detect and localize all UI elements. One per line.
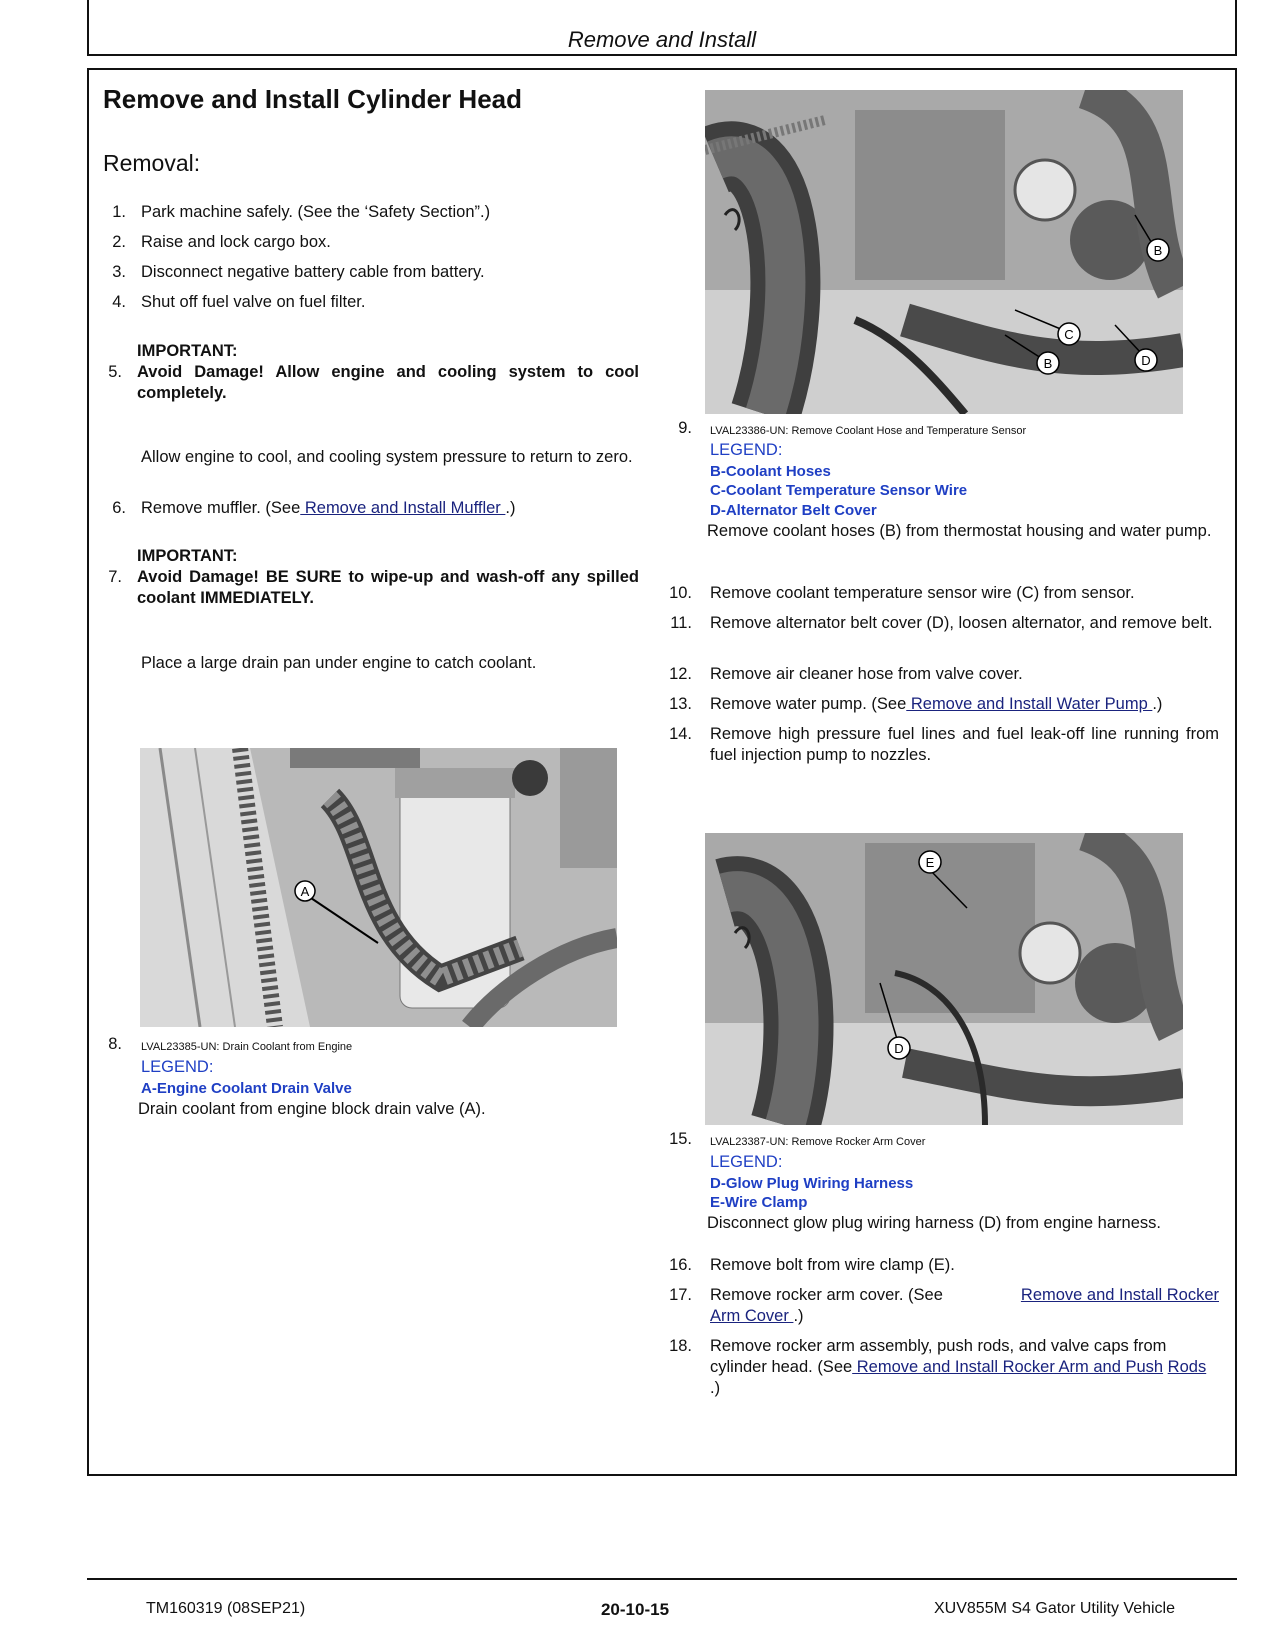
important-label: IMPORTANT:	[137, 342, 238, 360]
step-number: 13.	[669, 695, 692, 713]
step-number: 17.	[669, 1286, 692, 1304]
legend-title: LEGEND:	[710, 1153, 783, 1171]
muffler-link[interactable]: Remove and Install Muffler	[300, 499, 506, 517]
step-text: Shut off fuel valve on fuel filter.	[141, 293, 366, 311]
step-text: Remove rocker arm assembly, push rods, and valve caps from cylinder head. (See Remove and Install Rocker Arm and Push Rods .)	[710, 1337, 1207, 1397]
figure-caption: LVAL23386-UN: Remove Coolant Hose and Temperature Sensor	[710, 425, 1027, 437]
step-text: Park machine safely. (See the ‘Safety Section”.)	[141, 203, 491, 221]
step-number: 11.	[670, 614, 692, 632]
step-text: Disconnect glow plug wiring harness (D) from engine harness.	[707, 1214, 1161, 1232]
legend-item: B-Coolant Hoses	[710, 463, 831, 480]
step-number: 15.	[669, 1130, 692, 1148]
rocker-cover-link-cont[interactable]: Arm Cover	[710, 1307, 794, 1325]
rocker-arm-push-rods-link-cont[interactable]: Rods	[1167, 1358, 1207, 1376]
rocker-cover-photo	[705, 833, 1183, 1125]
step-text: Allow engine to cool, and cooling system pressure to return to zero.	[141, 448, 633, 466]
legend-item: E-Wire Clamp	[710, 1194, 808, 1211]
callout-label: A	[300, 884, 310, 899]
page-title: Remove and Install Cylinder Head	[103, 84, 523, 114]
step-number: 12.	[669, 665, 692, 683]
page-number: 20-10-15	[600, 1600, 670, 1619]
step-text: Place a large drain pan under engine to catch coolant.	[141, 654, 537, 672]
step-text: Remove bolt from wire clamp (E).	[710, 1256, 955, 1274]
step-number: 2.	[112, 233, 126, 251]
legend-item: D-Glow Plug Wiring Harness	[710, 1175, 914, 1192]
step-number: 3.	[112, 263, 126, 281]
callout-label: D	[1141, 353, 1151, 368]
legend-item: A-Engine Coolant Drain Valve	[141, 1080, 352, 1097]
step-number: 8.	[108, 1035, 122, 1053]
engine-drain-photo	[140, 748, 617, 1027]
callout-label: C	[1064, 327, 1074, 342]
step-number: 10.	[669, 584, 692, 602]
step-text: Remove muffler. (See Remove and Install Muffler .)	[141, 499, 516, 517]
step-text: Remove rocker arm cover. (See Remove and Install Rocker Arm Cover .)	[710, 1286, 1219, 1325]
step-text: Remove coolant temperature sensor wire (C) from sensor.	[710, 584, 1135, 602]
water-pump-link[interactable]: Remove and Install Water Pump	[906, 695, 1153, 713]
footer-rule	[87, 1578, 1237, 1580]
callout-label: B	[1043, 356, 1053, 371]
step-number: 5.	[108, 363, 122, 381]
step-text: Raise and lock cargo box.	[141, 233, 331, 251]
rocker-arm-push-rods-link[interactable]: Remove and Install Rocker Arm and Push	[852, 1358, 1164, 1376]
step-text: Remove coolant hoses (B) from thermostat housing and water pump.	[707, 522, 1212, 540]
callout-label: B	[1153, 243, 1163, 258]
legend-item: D-Alternator Belt Cover	[710, 502, 877, 519]
coolant-hose-photo	[705, 90, 1183, 414]
step-text: Disconnect negative battery cable from battery.	[141, 263, 485, 281]
running-header: Remove and Install	[567, 27, 757, 52]
step-number: 7.	[108, 568, 122, 586]
step-number: 14.	[669, 725, 692, 743]
legend-item: C-Coolant Temperature Sensor Wire	[710, 482, 968, 499]
step-text: Remove alternator belt cover (D), loosen alternator, and remove belt.	[710, 614, 1213, 632]
footer-doc-id: TM160319 (08SEP21)	[146, 1600, 306, 1617]
important-label: IMPORTANT:	[137, 547, 238, 565]
step-number: 6.	[112, 499, 126, 517]
legend-title: LEGEND:	[141, 1058, 214, 1076]
step-text: Drain coolant from engine block drain valve (A).	[138, 1100, 486, 1118]
callout-label: E	[925, 855, 935, 870]
step-number: 18.	[669, 1337, 692, 1355]
step-text: Remove high pressure fuel lines and fuel leak-off line running from fuel injection pump to nozzles.	[710, 725, 1219, 764]
legend-title: LEGEND:	[710, 441, 783, 459]
important-note: Avoid Damage! Allow engine and cooling system to cool completely.	[137, 363, 639, 402]
figure-caption: LVAL23387-UN: Remove Rocker Arm Cover	[710, 1136, 926, 1148]
step-text: Remove water pump. (See Remove and Install Water Pump .)	[710, 695, 1163, 713]
section-subtitle: Removal:	[103, 150, 201, 176]
step-number: 4.	[112, 293, 126, 311]
step-text: Remove air cleaner hose from valve cover.	[710, 665, 1023, 683]
step-number: 16.	[669, 1256, 692, 1274]
figure-caption: LVAL23385-UN: Drain Coolant from Engine	[141, 1041, 353, 1053]
step-number: 9.	[678, 419, 692, 437]
callout-label: D	[894, 1041, 904, 1056]
step-number: 1.	[112, 203, 126, 221]
footer-vehicle: XUV855M S4 Gator Utility Vehicle	[934, 1600, 1175, 1617]
rocker-cover-link[interactable]: Remove and Install Rocker	[1020, 1286, 1219, 1304]
important-note: Avoid Damage! BE SURE to wipe-up and wash-off any spilled coolant IMMEDIATELY.	[137, 568, 639, 607]
